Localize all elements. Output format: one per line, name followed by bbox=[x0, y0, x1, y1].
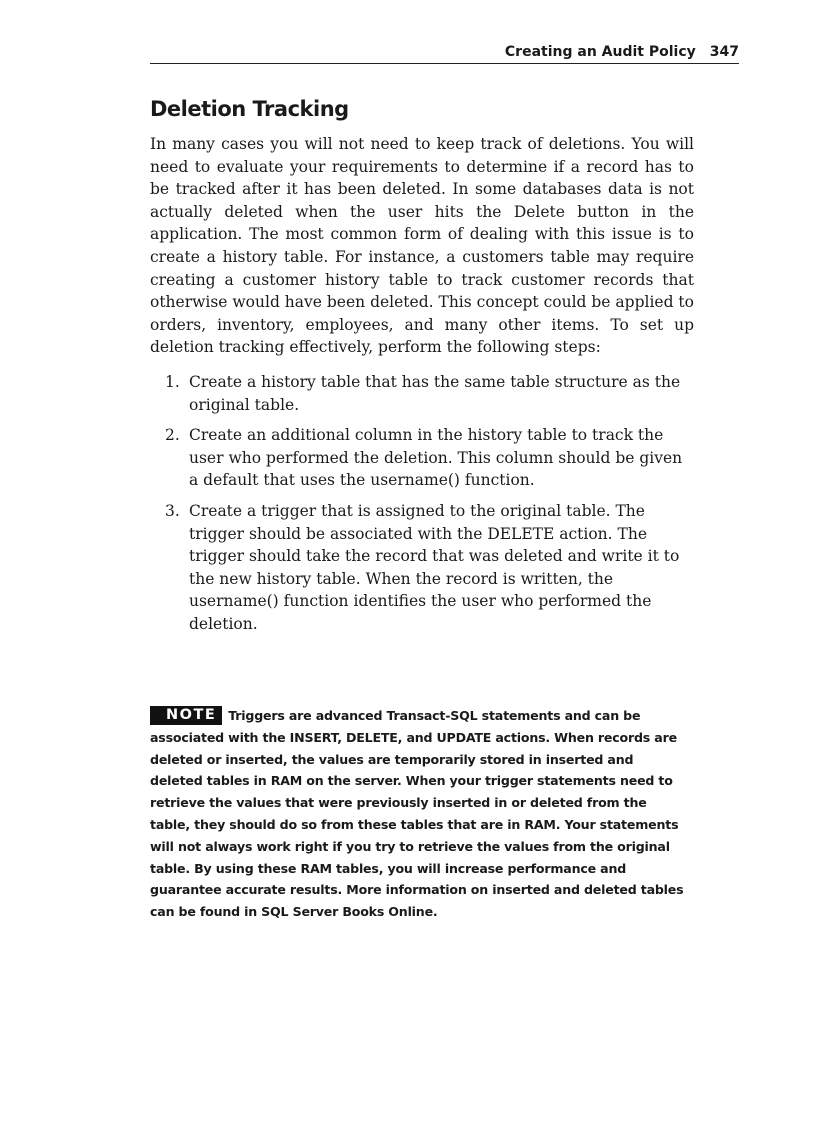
note-box bbox=[150, 705, 685, 923]
running-head bbox=[150, 40, 739, 64]
section-heading: Deletion Tracking bbox=[150, 97, 349, 121]
page-number: 347 bbox=[709, 44, 739, 60]
note-text: Triggers are advanced Transact-SQL statements and can be associated with the INSERT, DELETE, and UPDATE actions. When records are deleted or inserted, the values are temporarily stored in inserted and deleted tables in RAM on the server. When your trigger statements need to retrieve the values that were previously inserted in or deleted from the table, they should do so from these tables that are in RAM. Your statements will not always work right if you try to retrieve the values from the original table. By using these RAM tables, you will increase performance and guarantee accurate results. More information on inserted and deleted tables can be found in SQL Server Books Online. bbox=[150, 708, 684, 920]
list-item bbox=[165, 371, 695, 416]
list-item-text: Create an additional column in the history table to track the user who performed the deletion. This column should be given a default that uses the username() function. bbox=[189, 426, 683, 490]
steps-list bbox=[165, 371, 695, 644]
list-item-text: Create a trigger that is assigned to the original table. The trigger should be associated with the DELETE action. The trigger should take the record that was deleted and write it to the new history table. When the record is written, the username() function identifies the user who performed the deletion. bbox=[189, 501, 680, 633]
body-paragraph: In many cases you will not need to keep track of deletions. You will need to evaluate your requirements to determine if a record has to be tracked after it has been deleted. In some databases data is not actually deleted when the user hits the Delete button in the application. The most common form of dealing with this issue is to create a history table. For instance, a customers table may require creating a customer history table to track customer records that otherwise would have been deleted. This concept could be applied to orders, inventory, employees, and many other items. To set up deletion tracking effectively, perform the following steps: bbox=[150, 135, 694, 357]
list-item-number: 2. bbox=[165, 426, 180, 445]
list-item bbox=[165, 500, 695, 636]
note-badge: NOTE bbox=[150, 706, 222, 725]
list-item bbox=[165, 424, 695, 492]
list-item-number: 1. bbox=[165, 373, 180, 391]
list-item-text: Create a history table that has the same table structure as the original table. bbox=[189, 373, 681, 414]
running-head-title: Creating an Audit Policy bbox=[504, 44, 696, 60]
list-item-number: 3. bbox=[165, 501, 180, 520]
